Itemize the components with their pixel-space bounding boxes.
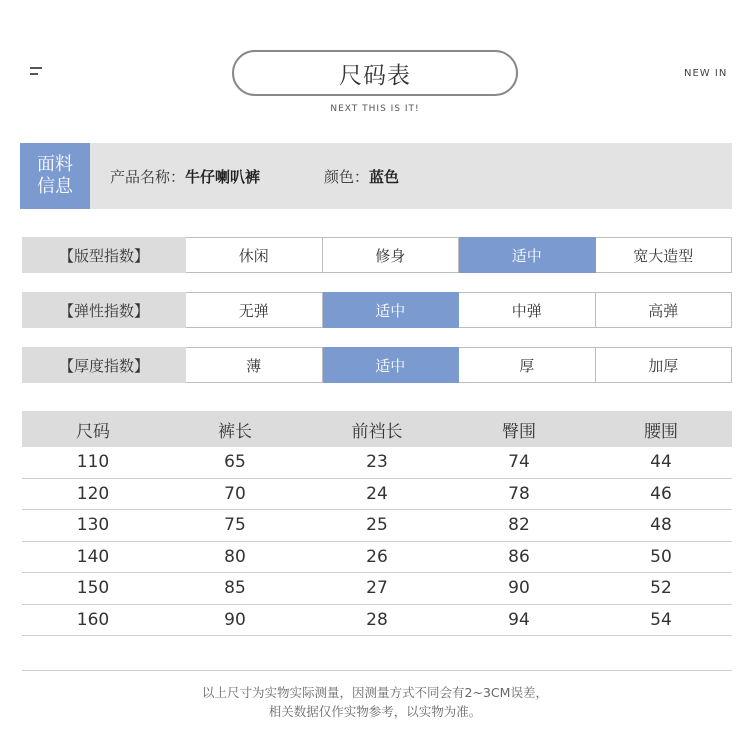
fabric-info-label-line1: 面料 — [37, 154, 73, 175]
new-in-label: NEW IN — [684, 68, 728, 79]
table-cell: 44 — [650, 452, 672, 473]
table-cell: 24 — [366, 483, 388, 504]
header-cell-size: 尺码 — [76, 421, 110, 442]
product-color-label: 颜色： — [324, 168, 370, 186]
product-color-value: 蓝色 — [369, 168, 400, 186]
thickness-option-selected: 适中 — [323, 347, 460, 383]
product-color — [324, 166, 399, 187]
table-cell: 82 — [508, 515, 530, 536]
table-cell: 46 — [650, 483, 672, 504]
table-cell: 27 — [366, 578, 388, 599]
table-cell: 150 — [76, 578, 110, 599]
table-row — [22, 573, 732, 605]
thickness-option: 加厚 — [596, 347, 733, 383]
table-cell: 90 — [508, 578, 530, 599]
product-name — [110, 166, 260, 187]
table-cell: 85 — [224, 578, 246, 599]
header-cell-hip: 臀围 — [502, 421, 536, 442]
thickness-option: 厚 — [459, 347, 596, 383]
thickness-index-label: 【厚度指数】 — [22, 347, 186, 383]
table-row — [22, 605, 732, 637]
table-cell: 65 — [224, 452, 246, 473]
table-cell: 75 — [224, 515, 246, 536]
note-line2: 相关数据仅作实物参考，以实物为准。 — [268, 704, 482, 719]
fit-index-row — [22, 237, 732, 273]
table-cell: 80 — [224, 546, 246, 567]
table-cell: 78 — [508, 483, 530, 504]
fit-option-selected: 适中 — [459, 237, 596, 273]
table-cell: 52 — [650, 578, 672, 599]
table-cell: 86 — [508, 546, 530, 567]
header-cell-length: 裤长 — [218, 421, 252, 442]
table-cell: 74 — [508, 452, 530, 473]
table-cell: 28 — [366, 609, 388, 630]
menu-icon — [30, 64, 42, 78]
elasticity-option: 中弹 — [459, 292, 596, 328]
table-cell: 54 — [650, 609, 672, 630]
thickness-index-row — [22, 347, 732, 383]
table-row — [22, 479, 732, 511]
elasticity-index-row — [22, 292, 732, 328]
size-table-header — [22, 411, 732, 447]
table-cell: 160 — [76, 609, 110, 630]
table-row — [22, 542, 732, 574]
elasticity-option-selected: 适中 — [323, 292, 460, 328]
page-title: 尺码表 — [232, 50, 518, 96]
elasticity-option: 无弹 — [186, 292, 323, 328]
table-cell: 110 — [76, 452, 110, 473]
product-name-value: 牛仔喇叭裤 — [185, 168, 261, 186]
size-table — [22, 411, 732, 636]
fit-option: 休闲 — [186, 237, 323, 273]
thickness-option: 薄 — [186, 347, 323, 383]
fit-index-label: 【版型指数】 — [22, 237, 186, 273]
table-cell: 70 — [224, 483, 246, 504]
elasticity-index-label: 【弹性指数】 — [22, 292, 186, 328]
divider — [22, 670, 732, 671]
elasticity-option: 高弹 — [596, 292, 733, 328]
subtitle: NEXT THIS IS IT! — [330, 104, 420, 114]
product-name-label: 产品名称： — [110, 168, 186, 186]
table-cell: 25 — [366, 515, 388, 536]
table-row — [22, 447, 732, 479]
header-cell-waist: 腰围 — [644, 421, 678, 442]
table-cell: 140 — [76, 546, 110, 567]
table-cell: 48 — [650, 515, 672, 536]
table-cell: 94 — [508, 609, 530, 630]
table-cell: 50 — [650, 546, 672, 567]
table-cell: 23 — [366, 452, 388, 473]
header-cell-front-rise: 前裆长 — [351, 421, 403, 442]
fabric-info-label-line2: 信息 — [37, 176, 73, 197]
table-cell: 26 — [366, 546, 388, 567]
fit-option: 修身 — [323, 237, 460, 273]
table-row — [22, 510, 732, 542]
table-cell: 120 — [76, 483, 110, 504]
table-cell: 90 — [224, 609, 246, 630]
fabric-info-label — [20, 143, 90, 209]
note-line1: 以上尺寸为实物实际测量，因测量方式不同会有2~3CM误差， — [202, 685, 548, 700]
fit-option: 宽大造型 — [596, 237, 733, 273]
table-cell: 130 — [76, 515, 110, 536]
